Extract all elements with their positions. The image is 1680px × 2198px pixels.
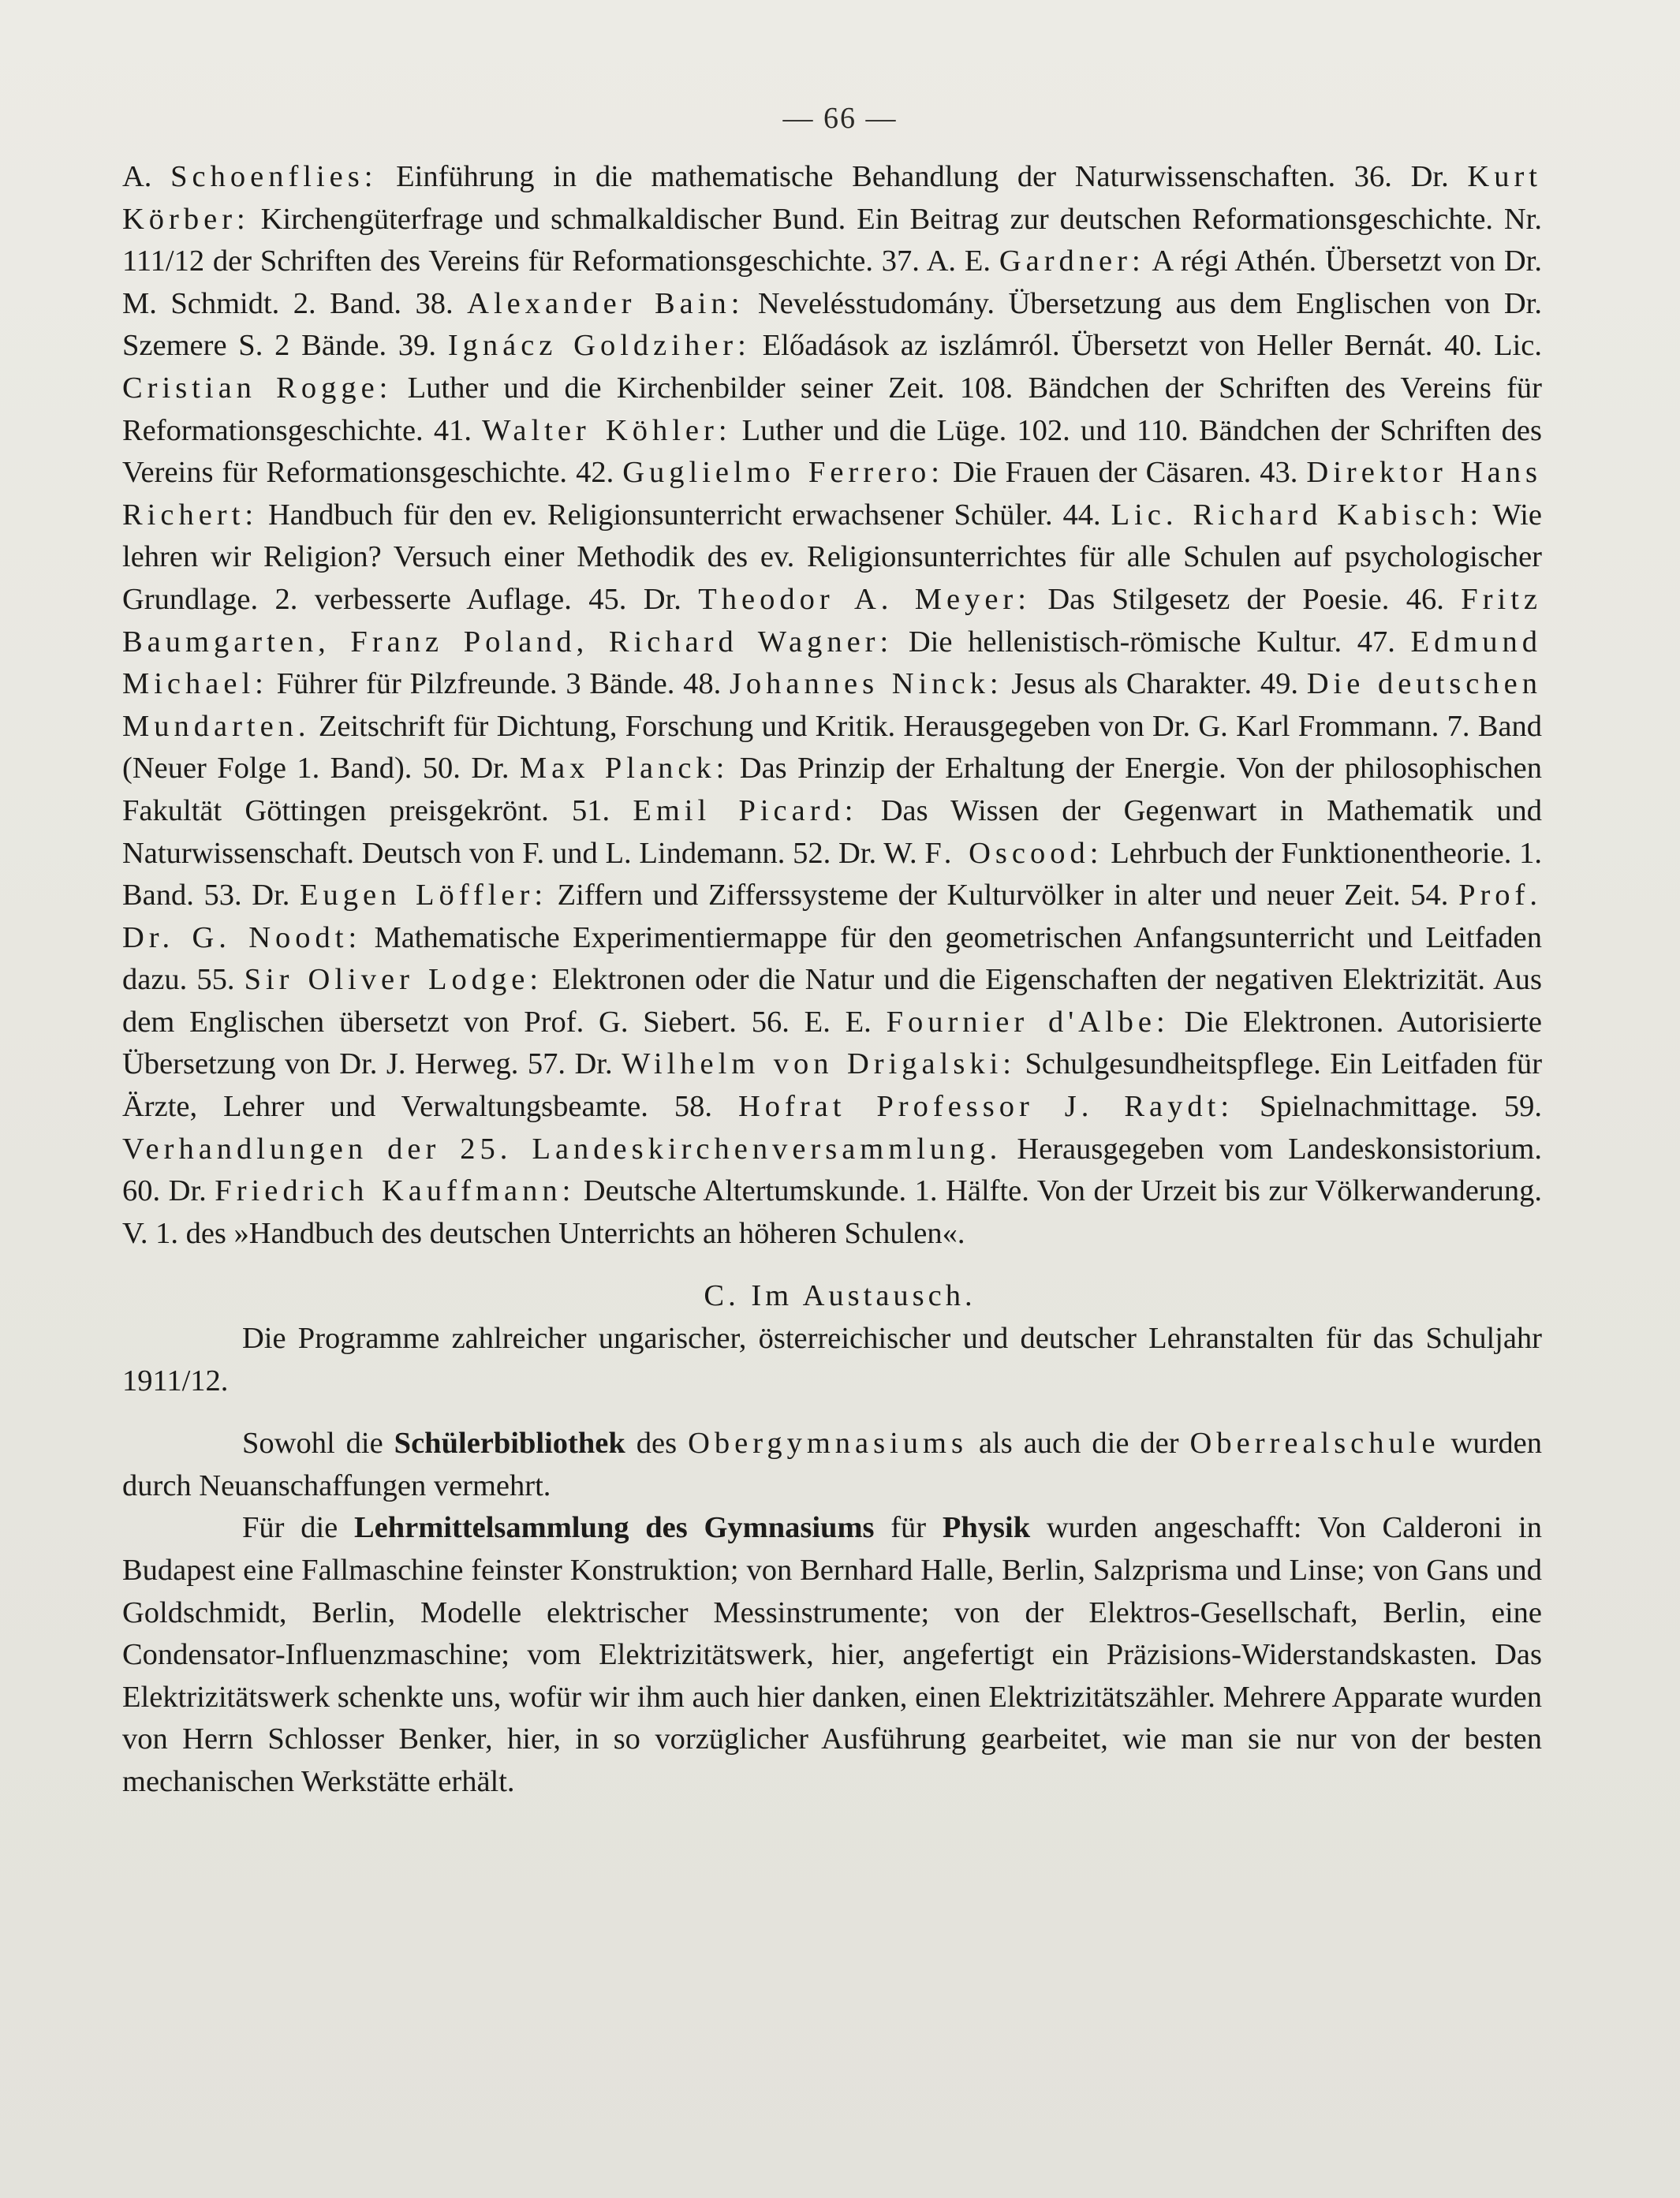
text-run: Sowohl die xyxy=(242,1427,394,1461)
spaced-name: Fritz Baumgarten, Franz Poland, Richard Wagner: xyxy=(122,582,1542,659)
spaced-name: Prof. Dr. G. Noodt: xyxy=(122,879,1542,954)
spaced-name: Verhandlungen der 25. Landeskirchenversammlung. xyxy=(122,1132,1002,1166)
spaced-name: Friedrich Kauffmann: xyxy=(215,1174,576,1208)
text-run: Luther und die Lüge. 102. und 110. Bändchen der Schriften des Vereins für Reformationsgeschichte. 42. xyxy=(122,413,1542,490)
page-body xyxy=(122,156,1542,1804)
spaced-name: Die deutschen Mundarten. xyxy=(122,667,1542,743)
text-run: Einführung in die mathematische Behandlung der Naturwissenschaften. 36. Dr. xyxy=(377,160,1468,193)
spaced-name: Guglielmo Ferrero: xyxy=(622,456,944,490)
text-run: Schulgesundheitspflege. Ein Leitfaden für Ärzte, Lehrer und Verwaltungsbeamte. 58. xyxy=(122,1047,1543,1124)
text-run: Spielnachmittage. 59. xyxy=(1234,1090,1542,1124)
library-paragraph xyxy=(122,1423,1542,1507)
text-run: Herausgegeben vom Landeskonsistorium. 60. Dr. xyxy=(122,1132,1543,1208)
spaced-name: Direktor Hans Richert: xyxy=(122,456,1542,532)
text-run: Lehrbuch der Funktionentheorie. 1. Band. 53. Dr. xyxy=(122,836,1542,912)
text-run: Kirchengüterfrage und schmalkaldischer Bund. Ein Beitrag zur deutschen Reformationsgeschichte. Nr. 111/12 der Schriften des Vereins für Reformationsgeschichte. 37. A. E. xyxy=(122,202,1542,278)
spaced-name: Cristian Rogge: xyxy=(122,371,393,405)
text-run: Wie lehren wir Religion? Versuch einer Methodik des ev. Religionsunterrichtes für alle Schulen auf psychologischer Grundlage. 2. verbesserte Auflage. 45. Dr. xyxy=(122,498,1542,616)
spaced-name: Oberrealschule xyxy=(1189,1427,1440,1461)
text-run: Handbuch für den ev. Religionsunterricht erwachsener Schüler. 44. xyxy=(258,498,1111,532)
text-run: Előadások az iszlámról. Übersetzt von Heller Bernát. 40. Lic. xyxy=(750,329,1543,363)
spaced-name: Gardner: xyxy=(999,244,1145,278)
bold-term: Schülerbibliothek xyxy=(394,1427,625,1461)
spaced-name: Max Planck: xyxy=(519,752,730,786)
section-heading: C. Im Austausch. xyxy=(704,1279,976,1313)
text-run: A. xyxy=(122,160,171,193)
text-run: Das Wissen der Gegenwart in Mathematik und Naturwissenschaft. Deutsch von F. und L. Lindemann. 52. Dr. W. xyxy=(122,793,1542,870)
bold-term: Physik xyxy=(942,1511,1031,1545)
spaced-name: Kurt Körber: xyxy=(122,160,1542,236)
book-list-paragraph xyxy=(122,156,1542,1255)
collection-paragraph xyxy=(122,1507,1542,1803)
text-run: als auch die der xyxy=(967,1427,1190,1461)
text-run: Elektronen oder die Natur und die Eigenschaften der negativen Elektrizität. Aus dem Englischen übersetzt von Prof. G. Siebert. 56. E. E. xyxy=(122,963,1542,1039)
spaced-name: Lic. Richard Kabisch: xyxy=(1111,498,1484,532)
text-run: Die hellenistisch-römische Kultur. 47. xyxy=(893,625,1411,659)
spaced-name: Sir Oliver Lodge: xyxy=(244,963,543,997)
spaced-name: Alexander Bain: xyxy=(467,286,745,320)
bold-term: Lehrmittelsammlung des Gymnasiums xyxy=(353,1511,875,1545)
text-run: Zeitschrift für Dichtung, Forschung und Kritik. Herausgegeben von Dr. G. Karl Frommann. 7. Band (Neuer Folge 1. Band). 50. Dr. xyxy=(122,709,1542,786)
spaced-name: Schoenflies: xyxy=(170,160,378,193)
spaced-name: Hofrat Professor J. Raydt: xyxy=(737,1090,1234,1124)
text-run: A régi Athén. Übersetzt von Dr. M. Schmidt. 2. Band. 38. xyxy=(122,244,1542,320)
exchange-paragraph: Die Programme zahlreicher ungarischer, österreichischer und deutscher Lehranstalten für das Schuljahr 1911/12. xyxy=(122,1322,1542,1398)
text-run: Führer für Pilzfreunde. 3 Bände. 48. xyxy=(267,667,730,701)
text-run: Die Frauen der Cäsaren. 43. xyxy=(943,456,1307,490)
text-run: Nevelésstudomány. Übersetzung aus dem Englischen von Dr. Szemere S. 2 Bände. 39. xyxy=(122,286,1542,363)
text-run: wurden durch Neuanschaffungen vermehrt. xyxy=(122,1427,1543,1502)
spaced-name: Fournier d'Albe: xyxy=(886,1005,1170,1039)
page-number: — 66 — xyxy=(782,102,898,135)
spaced-name: Johannes Ninck: xyxy=(729,667,1003,701)
text-run: des xyxy=(625,1427,689,1461)
spaced-name: Walter Köhler: xyxy=(482,413,732,447)
spaced-name: Theodor A. Meyer: xyxy=(698,582,1031,616)
spaced-name: F. Oscood: xyxy=(924,836,1103,870)
text-run: Luther und die Kirchenbilder seiner Zeit. 108. Bändchen der Schriften des Vereins für Reformationsgeschichte. 41. xyxy=(122,371,1543,447)
spaced-name: Eugen Löffler: xyxy=(300,879,548,912)
spaced-name: Obergymnasiums xyxy=(688,1427,968,1461)
text-run: für xyxy=(874,1511,943,1545)
text-run: Für die xyxy=(242,1511,354,1545)
text-run: Deutsche Altertumskunde. 1. Hälfte. Von der Urzeit bis zur Völkerwanderung. V. 1. des »Handbuch des deutschen Unterrichts an höheren Schulen«. xyxy=(122,1174,1542,1250)
text-run: Das Stilgesetz der Poesie. 46. xyxy=(1030,582,1462,616)
text-run: Die Elektronen. Autorisierte Übersetzung von Dr. J. Herweg. 57. Dr. xyxy=(122,1005,1543,1081)
spaced-name: Edmund Michael: xyxy=(122,625,1543,701)
text-run: Jesus als Charakter. 49. xyxy=(1002,667,1307,701)
spaced-name: Wilhelm von Drigalski: xyxy=(622,1047,1016,1081)
text-run: Mathematische Experimentiermappe für den geometrischen Anfangsunterricht und Leitfaden dazu. 55. xyxy=(122,920,1542,997)
text-run: Das Prinzip der Erhaltung der Energie. Von der philosophischen Fakultät Göttingen preisgekrönt. 51. xyxy=(122,752,1542,827)
spaced-name: Ignácz Goldziher: xyxy=(447,329,751,363)
text-run: Ziffern und Zifferssysteme der Kulturvölker in alter und neuer Zeit. 54. xyxy=(547,879,1459,912)
spaced-name: Emil Picard: xyxy=(633,793,858,827)
text-run: wurden angeschafft: Von Calderoni in Budapest eine Fallmaschine feinster Konstruktion; von Bernhard Halle, Berlin, Salzprisma und Linse; von Gans und Goldschmidt, Berlin, Modelle elektrischer Messinstrumente; von der Elektros-Gesellschaft, Berlin, eine Condensator-Influenzmaschine; vom Elektrizitätswerk, hier, angefertigt ein Präzisions-Widerstandskasten. Das Elektrizitätswerk schenkte uns, wofür wir ihm auch hier danken, einen Elektrizitätszähler. Mehrere Apparate wurden von Herrn Schlosser Benker, hier, in so vorzüglicher Ausführung gearbeitet, wie man sie nur von der besten mechanischen Werkstätte erhält. xyxy=(122,1511,1542,1798)
